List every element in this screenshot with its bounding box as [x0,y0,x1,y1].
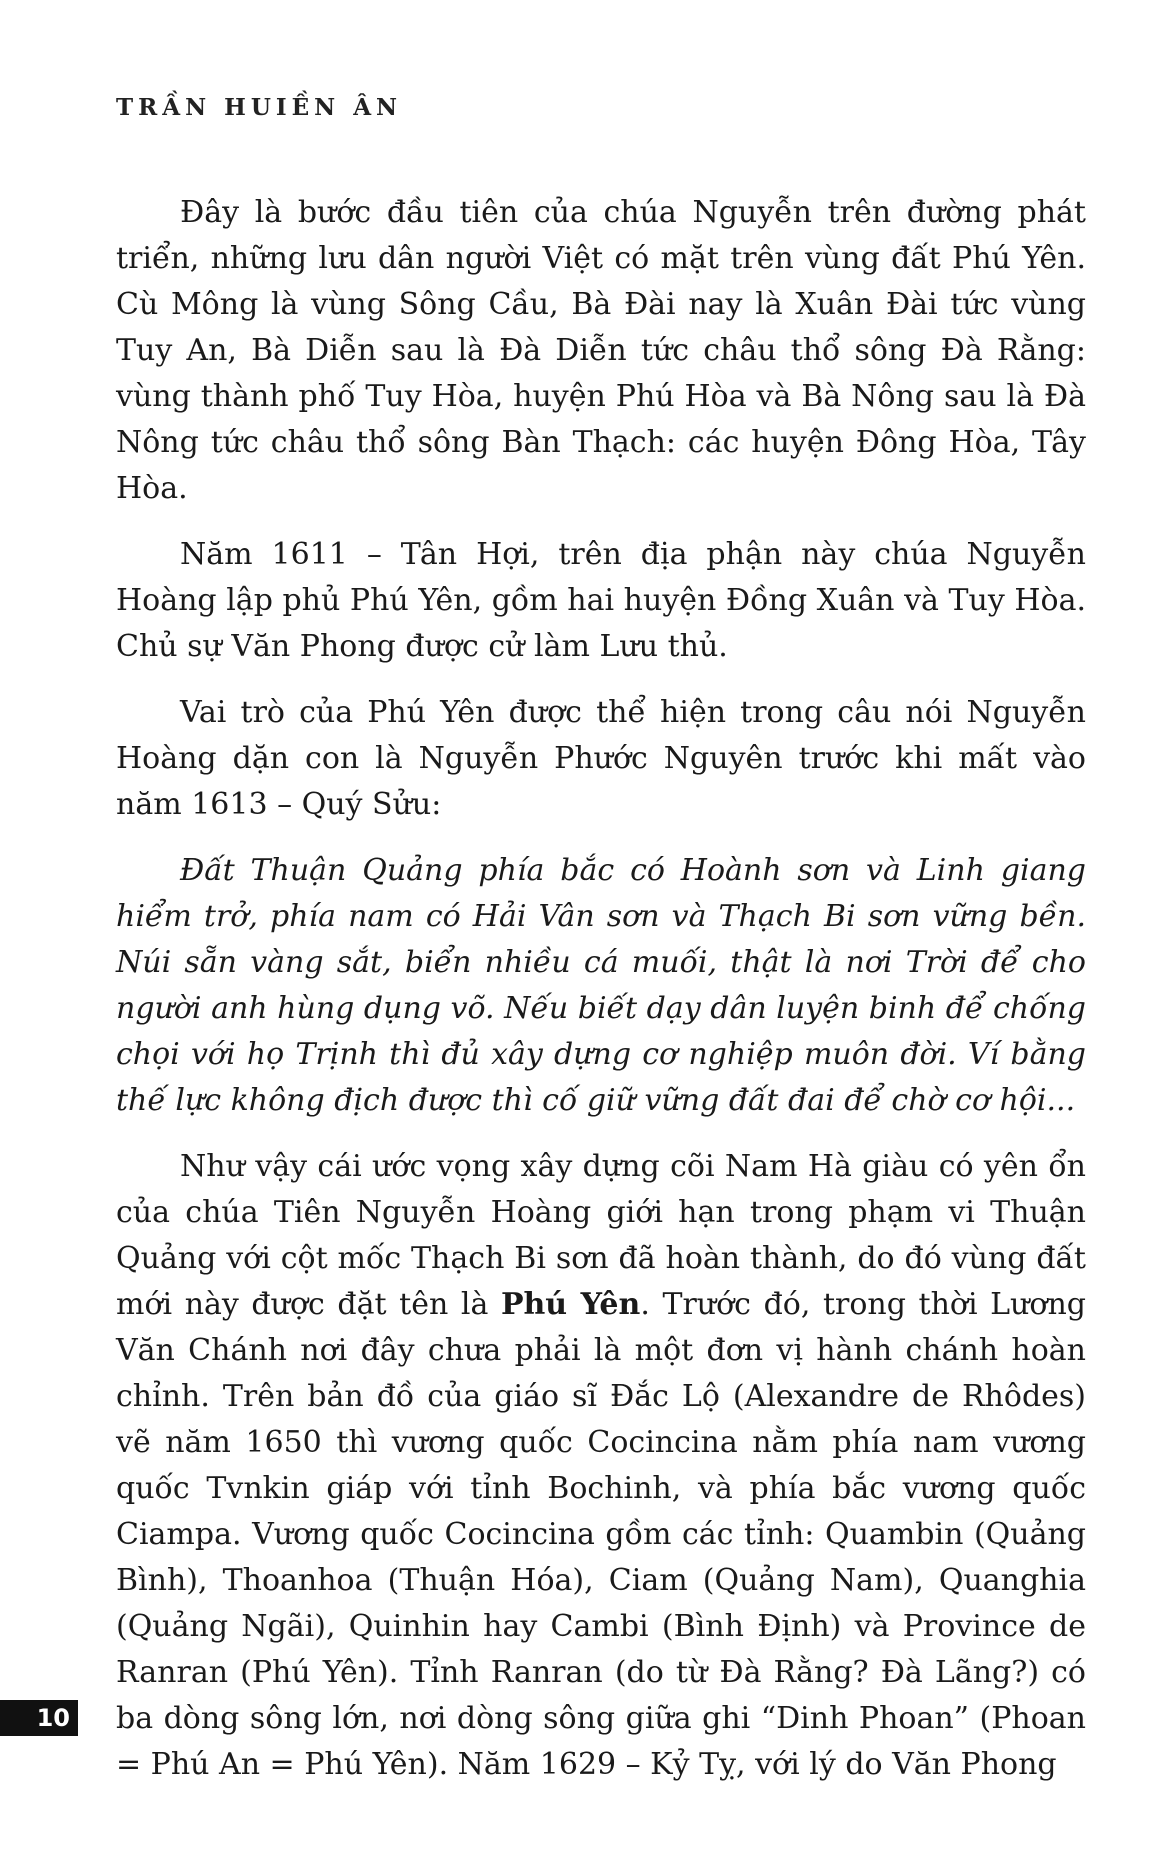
quotation: Đất Thuận Quảng phía bắc có Hoành sơn và Linh giang hiểm trở, phía nam có Hải Vân sơn và Thạch Bi sơn vững bền. Núi sẵn vàng sắt, biển nhiều cá muối, thật là nơi Trời để cho người anh hùng dụng võ. Nếu biết dạy dân luyện binh để chống chọi với họ Trịnh thì đủ xây dựng cơ nghiệp muôn đời. Ví bằng thế lực không địch được thì cố giữ vững đất đai để chờ cơ hội... [116,853,1086,1118]
body-text [116,190,1086,1808]
paragraph-5-part-2: . Trước đó, trong thời Lương Văn Chánh nơi đây chưa phải là một đơn vị hành chánh hoàn chỉnh. Trên bản đồ của giáo sĩ Đắc Lộ (Alexandre de Rhôdes) vẽ năm 1650 thì vương quốc Cocincina nằm phía nam vương quốc Tvnkin giáp với tỉnh Bochinh, và phía bắc vương quốc Ciampa. Vương quốc Cocincina gồm các tỉnh: Quambin (Quảng Bình), Thoanhoa (Thuận Hóa), Ciam (Quảng Nam), Quanghia (Quảng Ngãi), Quinhin hay Cambi (Bình Định) và Province de Ranran (Phú Yên). Tỉnh Ranran (do từ Đà Rằng? Đà Lãng?) có ba dòng sông lớn, nơi dòng sông giữa ghi “Dinh Phoan” (Phoan = Phú An = Phú Yên). Năm 1629 – Kỷ Tỵ, với lý do Văn Phong [116,1287,1086,1782]
bold-term-phu-yen: Phú Yên [500,1287,641,1322]
page-number: 10 [0,1700,78,1736]
running-header: TRẦN HUIỀN ÂN [116,94,403,121]
paragraph-3: Vai trò của Phú Yên được thể hiện trong câu nói Nguyễn Hoàng dặn con là Nguyễn Phước Nguyên trước khi mất vào năm 1613 – Quý Sửu: [116,695,1086,822]
paragraph-2: Năm 1611 – Tân Hợi, trên địa phận này chúa Nguyễn Hoàng lập phủ Phú Yên, gồm hai huyện Đồng Xuân và Tuy Hòa. Chủ sự Văn Phong được cử làm Lưu thủ. [116,537,1086,664]
paragraph-1: Đây là bước đầu tiên của chúa Nguyễn trên đường phát triển, những lưu dân người Việt có mặt trên vùng đất Phú Yên. Cù Mông là vùng Sông Cầu, Bà Đài nay là Xuân Đài tức vùng Tuy An, Bà Diễn sau là Đà Diễn tức châu thổ sông Đà Rằng: vùng thành phố Tuy Hòa, huyện Phú Hòa và Bà Nông sau là Đà Nông tức châu thổ sông Bàn Thạch: các huyện Đông Hòa, Tây Hòa. [116,195,1086,506]
paragraph-5-part-1: Như vậy cái ước vọng xây dựng cõi Nam Hà giàu có yên ổn của chúa Tiên Nguyễn Hoàng giới hạn trong phạm vi Thuận Quảng với cột mốc Thạch Bi sơn đã hoàn thành, do đó vùng đất mới này được đặt tên là [116,1149,1086,1322]
paragraph-5 [116,1144,1086,1788]
